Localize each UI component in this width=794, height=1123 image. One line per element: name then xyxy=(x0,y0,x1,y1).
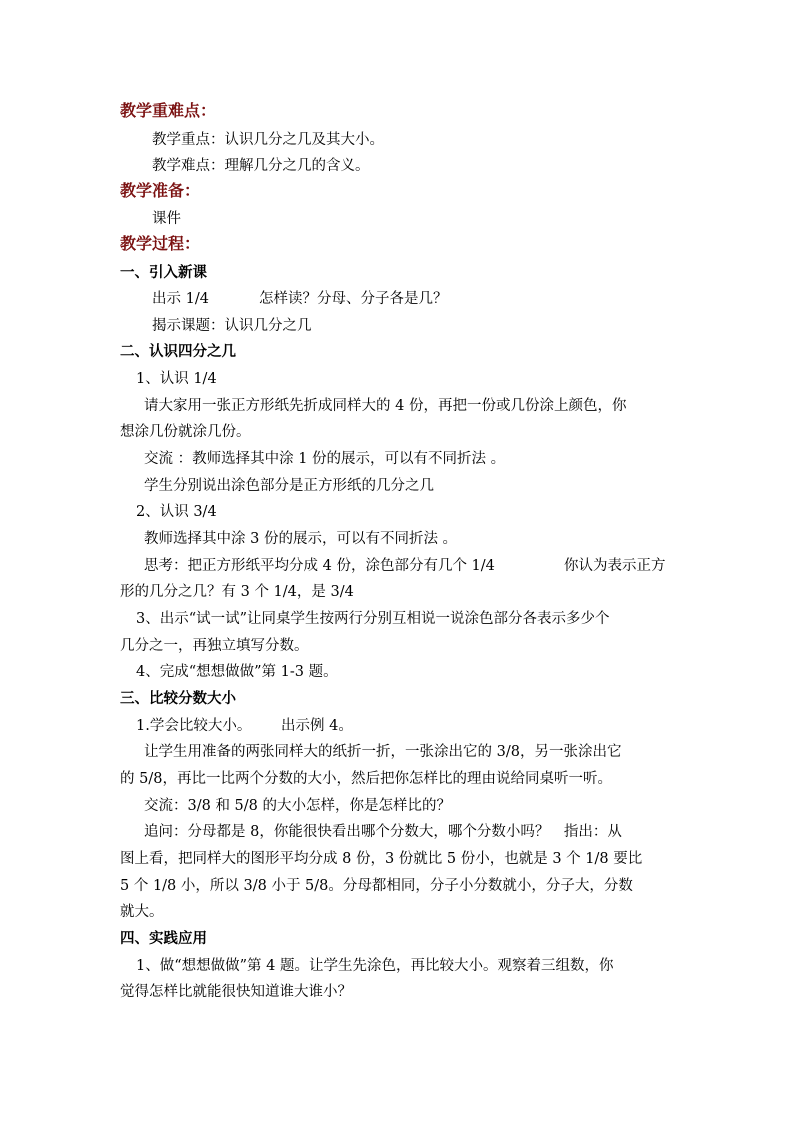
part3-ask-line1: 追问：分母都是 8，你能很快看出哪个分数大，哪个分数小吗？ 指出：从 xyxy=(144,824,622,840)
part2-title: 二、认识四分之几 xyxy=(120,344,236,360)
key-point-text: 教学重点：认识几分之几及其大小。 xyxy=(152,132,384,148)
part3-ask-line2: 图上看，把同样大的图形平均分成 8 份，3 份就比 5 份小，也就是 3 个 1/8 要比 xyxy=(120,851,643,867)
part1-line1b: 怎样读？分母、分子各是几？ xyxy=(259,291,448,307)
part2-item3-line2: 几分之一，再独立填写分数。 xyxy=(120,638,309,654)
part3-ask-line4: 就大。 xyxy=(120,904,164,920)
part3-exchange: 交流：3/8 和 5/8 的大小怎样，你是怎样比的？ xyxy=(144,798,451,814)
section-title-key-points: 教学重难点： xyxy=(120,101,217,120)
part2-think-line1b: 你认为表示正方 xyxy=(564,558,666,574)
part1-line2: 揭示课题：认识几分之几 xyxy=(152,318,312,334)
part2-teacher: 教师选择其中涂 3 份的展示，可以有不同折法 。 xyxy=(144,531,458,547)
part1-line1a: 出示 1/4 xyxy=(152,291,209,307)
preparation-text: 课件 xyxy=(152,211,181,227)
part4-item1-line2: 觉得怎样比就能很快知道谁大谁小？ xyxy=(120,984,352,1000)
part2-item2: 2、认识 3/4 xyxy=(136,504,217,520)
part2-paragraph-line1: 请大家用一张正方形纸先折成同样大的 4 份，再把一份或几份涂上颜色，你 xyxy=(144,398,627,414)
part3-paragraph-line1: 让学生用准备的两张同样大的纸折一折，一张涂出它的 3/8，另一张涂出它 xyxy=(144,744,622,760)
part2-item1: 1、认识 1/4 xyxy=(136,371,217,387)
part3-item1b: 出示例 4。 xyxy=(281,718,353,734)
part2-students: 学生分别说出涂色部分是正方形纸的几分之几 xyxy=(144,478,434,494)
part4-title: 四、实践应用 xyxy=(120,931,207,947)
part2-item4: 4、完成“想想做做”第 1-3 题。 xyxy=(136,664,338,680)
section-title-process: 教学过程： xyxy=(120,234,201,253)
part3-ask-line3: 5 个 1/8 小，所以 3/8 小于 5/8。分母都相同，分子小分数就小，分子大，分数 xyxy=(120,878,633,894)
part3-title: 三、比较分数大小 xyxy=(120,691,236,707)
part1-title: 一、引入新课 xyxy=(120,265,207,281)
part4-item1-line1: 1、做“想想做做”第 4 题。让学生先涂色，再比较大小。观察着三组数，你 xyxy=(136,958,614,974)
part2-exchange: 交流 ：教师选择其中涂 1 份的展示，可以有不同折法 。 xyxy=(144,451,506,467)
part2-item3-line1: 3、出示“试一试”让同桌学生按两行分别互相说一说涂色部分各表示多少个 xyxy=(136,611,610,627)
difficult-point-text: 教学难点：理解几分之几的含义。 xyxy=(152,158,370,174)
part3-paragraph-line2: 的 5/8，再比一比两个分数的大小，然后把你怎样比的理由说给同桌听一听。 xyxy=(120,771,612,787)
part2-paragraph-line2: 想涂几份就涂几份。 xyxy=(120,424,251,440)
part3-item1a: 1.学会比较大小。 xyxy=(136,718,252,734)
part2-think-line1a: 思考：把正方形纸平均分成 4 份，涂色部分有几个 1/4 xyxy=(144,558,495,574)
part2-think-line2: 形的几分之几？有 3 个 1/4，是 3/4 xyxy=(120,584,354,600)
section-title-preparation: 教学准备： xyxy=(120,181,201,200)
